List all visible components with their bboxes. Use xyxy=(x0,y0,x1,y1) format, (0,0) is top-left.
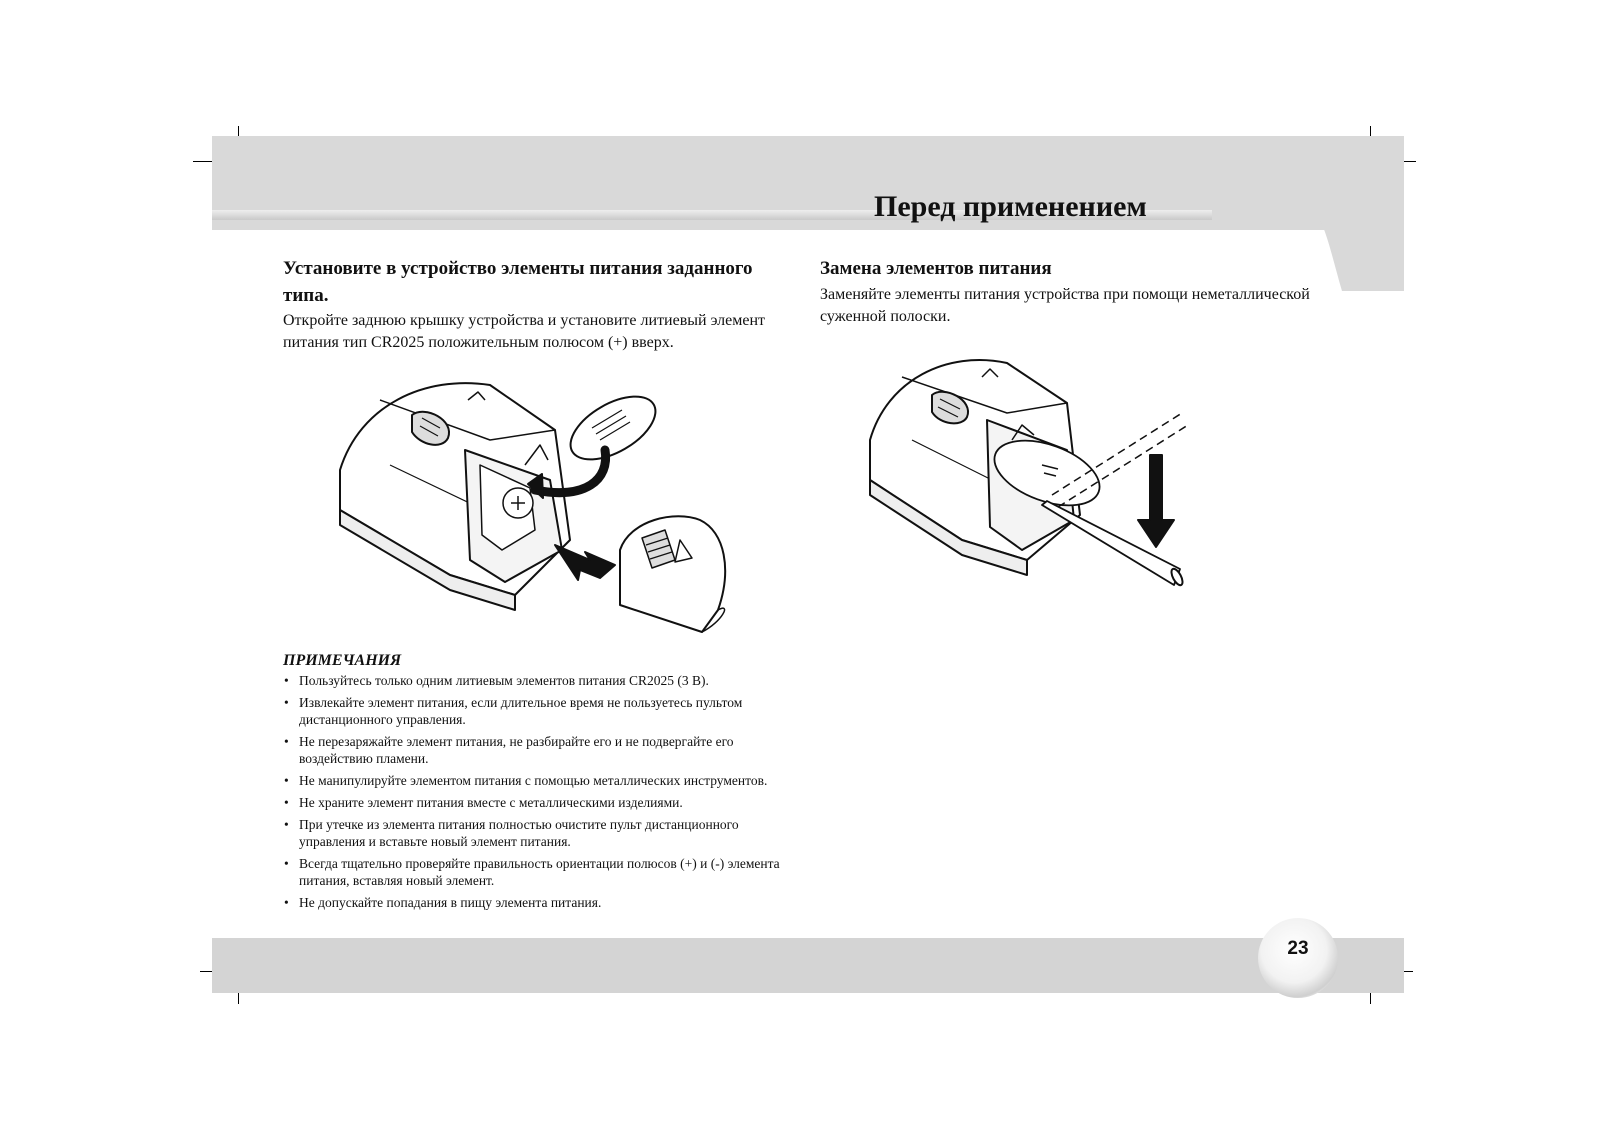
notes-item: • Не храните элемент питания вместе с металлическими изделиями. xyxy=(283,794,803,811)
notes-item: • Извлекайте элемент питания, если длительное время не пользуетесь пультом дистанционного управления. xyxy=(283,694,803,728)
battery-insertion-illustration xyxy=(330,370,760,660)
page-number: 23 xyxy=(1287,938,1309,959)
notes-item: • Не манипулируйте элементом питания с помощью металлических инструментов. xyxy=(283,772,803,789)
notes-item: • Пользуйтесь только одним литиевым элементов питания CR2025 (3 В). xyxy=(283,672,803,689)
notes-item: • Всегда тщательно проверяйте правильность ориентации полюсов (+) и (-) элемента питания, вставляя новый элемент. xyxy=(283,855,803,889)
notes-item: • При утечке из элемента питания полностью очистите пульт дистанционного управления и вставьте новый элемент питания. xyxy=(283,816,803,850)
notes-title: ПРИМЕЧАНИЯ xyxy=(283,652,402,669)
section-text-replace: Заменяйте элементы питания устройства при помощи неметаллической суженной полоски. xyxy=(820,286,1310,325)
notes-list xyxy=(283,672,803,916)
page-title: Перед применением xyxy=(874,190,1147,223)
page-badge xyxy=(1258,918,1338,998)
section-text-install: Откройте заднюю крышку устройства и установите литиевый элемент питания тип CR2025 положительным полюсом (+) вверх. xyxy=(283,312,766,351)
section-heading-install: Установите в устройство элементы питания заданного типа. xyxy=(283,258,753,306)
notes-item: • Не перезаряжайте элемент питания, не разбирайте его и не подвергайте его воздействию пламени. xyxy=(283,733,803,767)
section-heading-replace: Замена элементов питания xyxy=(820,258,1052,279)
notes-item: • Не допускайте попадания в пищу элемента питания. xyxy=(283,894,803,911)
battery-removal-illustration xyxy=(862,355,1222,605)
footer-band xyxy=(212,938,1404,993)
